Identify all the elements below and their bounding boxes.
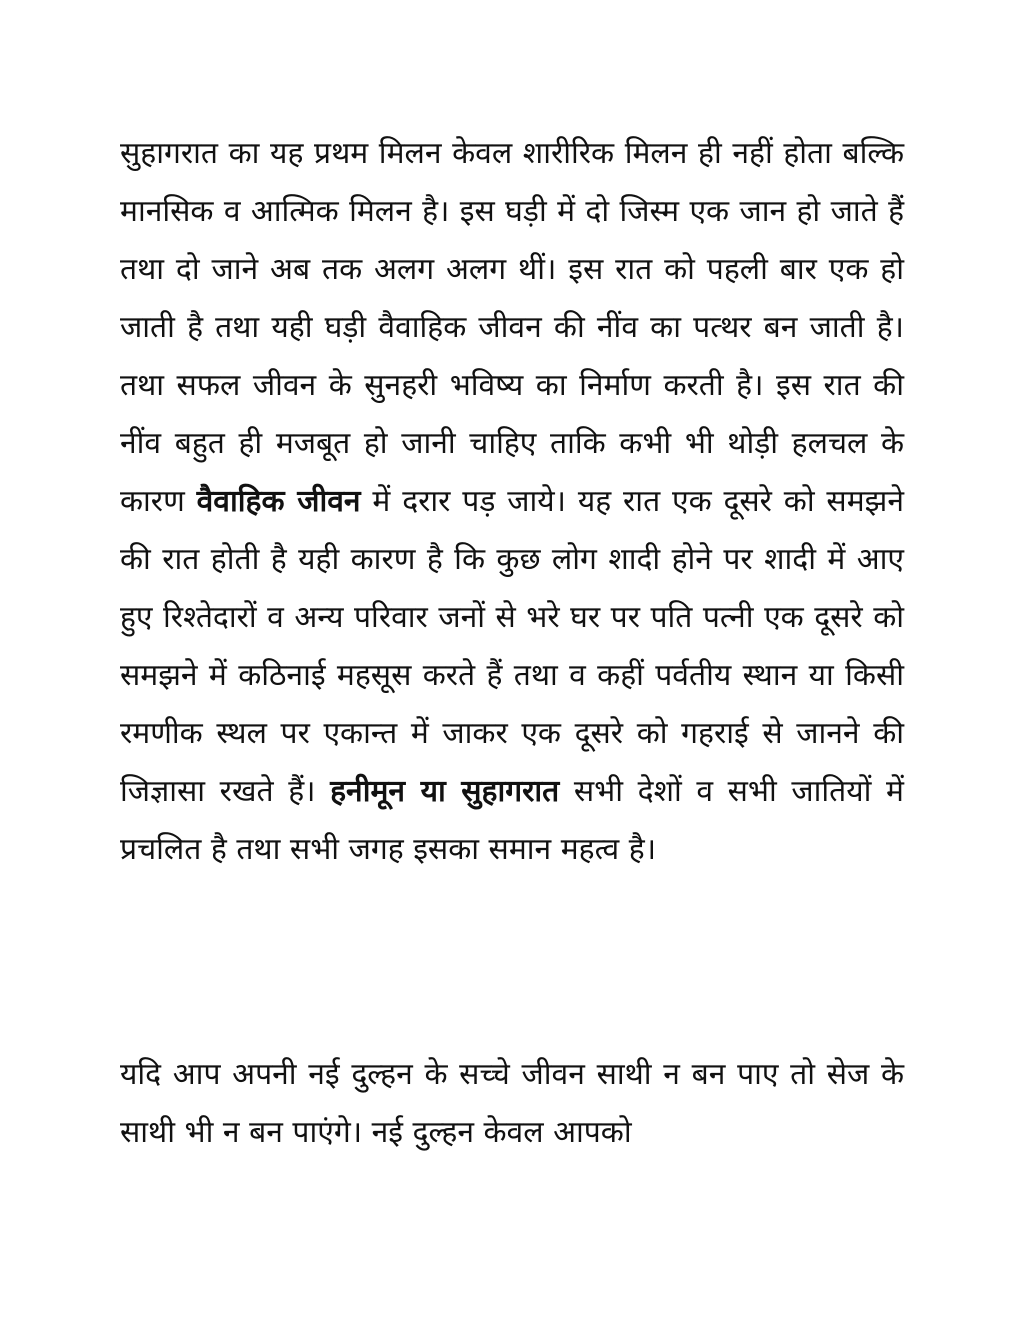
paragraph-1-text-part-3: सभी देशों व सभी जातियों में प्रचलित है तथा सभी जगह इसका समान महत्व है।	[120, 774, 904, 867]
paragraph-1-text-part-2: में दरार पड़ जाये। यह रात एक दूसरे को समझने की रात होती है यही कारण है कि कुछ लोग शादी होने पर शादी में आए हुए रिश्तेदारों व अन्य परिवार जनों से भरे घर पर पति पत्नी एक दूसरे को समझने में कठिनाई महसूस करते हैं तथा व कहीं पर्वतीय स्थान या किसी रमणीक स्थल पर एकान्त में जाकर एक दूसरे को गहराई से जानने की जिज्ञासा रखते हैं।	[120, 484, 904, 809]
bold-phrase-marital-life: वैवाहिक जीवन	[196, 484, 361, 519]
paragraph-2-text: यदि आप अपनी नई दुल्हन के सच्चे जीवन साथी न बन पाए तो सेज के साथी भी न बन पाएंगे। नई दुल्हन केवल आपको	[120, 1057, 904, 1150]
paragraph-1	[120, 125, 904, 879]
paragraph-1-text-part-1: सुहागरात का यह प्रथम मिलन केवल शारीरिक मिलन ही नहीं होता बल्कि मानसिक व आत्मिक मिलन है। इस घड़ी में दो जिस्म एक जान हो जाते हैं तथा दो जाने अब तक अलग अलग थीं। इस रात को पहली बार एक हो जाती है तथा यही घड़ी वैवाहिक जीवन की नींव का पत्थर बन जाती है। तथा सफल जीवन के सुनहरी भविष्य का निर्माण करती है। इस रात की नींव बहुत ही मजबूत हो जानी चाहिए ताकि कभी भी थोड़ी हलचल के कारण	[120, 136, 904, 519]
paragraph-2	[120, 1046, 904, 1162]
bold-phrase-honeymoon: हनीमून या सुहागरात	[330, 774, 560, 809]
